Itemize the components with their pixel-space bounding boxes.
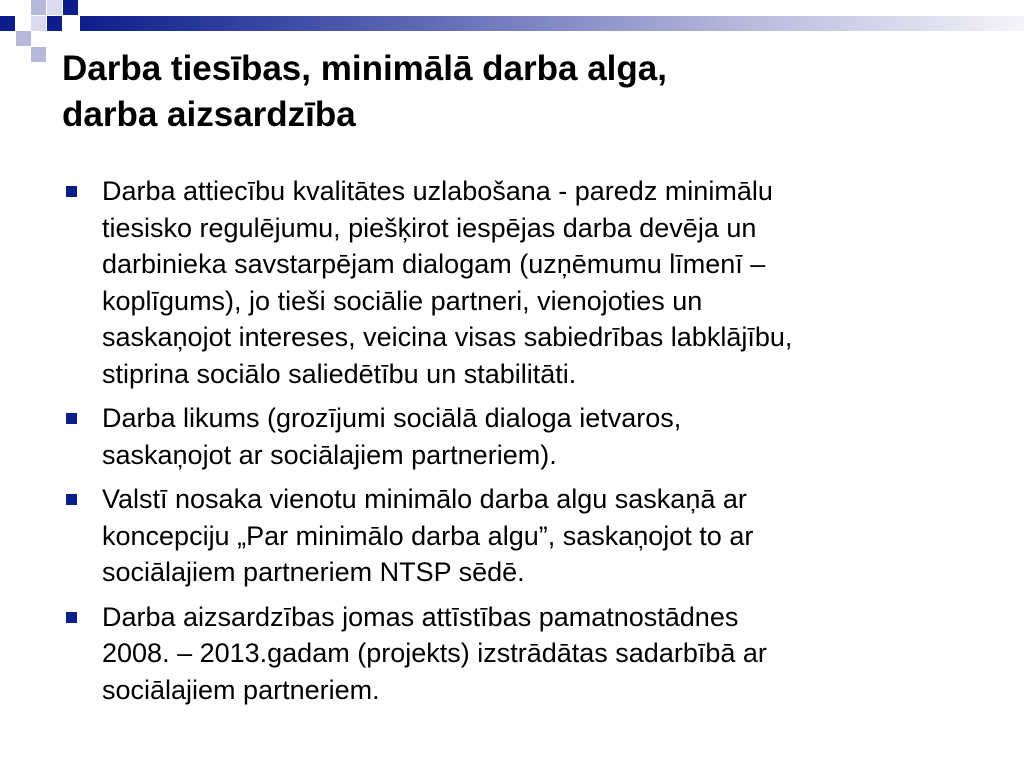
bullet-item — [62, 173, 987, 392]
bullet-item — [62, 481, 987, 591]
bullet-line: saskaņojot ar sociālajiem partneriem). — [102, 439, 557, 470]
bullet-text — [102, 400, 987, 473]
square-decoration — [31, 16, 46, 31]
square-decoration — [47, 0, 62, 15]
slide-title-line: Darba tiesības, minimālā darba alga, — [62, 49, 667, 88]
bullet-line: saskaņojot intereses, veicina visas sabiedrības labklājību, — [102, 322, 793, 352]
square-decoration — [47, 16, 62, 31]
bullet-line: sociālajiem partneriem. — [102, 674, 380, 705]
bullet-item — [62, 599, 987, 709]
bullet-line: Darba aizsardzības jomas attīstības pamatnostādnes — [102, 601, 739, 632]
slide-title-line: darba aizsardzība — [62, 95, 356, 134]
bullet-line: Valstī nosaka vienotu minimālo darba algu saskaņā ar — [102, 484, 747, 514]
bullet-text — [102, 173, 987, 392]
bullet-text — [102, 599, 987, 709]
bullet-line: stiprina sociālo saliedētību un stabilitāti. — [102, 358, 577, 389]
square-decoration — [16, 31, 31, 46]
bullet-line: koncepciju „Par minimālo darba algu”, saskaņojot to ar — [102, 520, 754, 551]
square-bullet-icon — [66, 186, 77, 197]
square-decoration — [0, 16, 15, 31]
slide-title — [62, 46, 982, 138]
bullet-line: Darba likums (grozījumi sociālā dialoga ietvaros, — [102, 403, 682, 433]
bullet-list — [62, 173, 987, 716]
bullet-text — [102, 481, 987, 591]
bullet-line: Darba attiecību kvalitātes uzlabošana - paredz minimālu — [102, 176, 773, 206]
square-decoration — [31, 0, 46, 15]
bullet-line: darbinieka savstarpējam dialogam (uzņēmumu līmenī – — [102, 249, 766, 279]
bullet-item — [62, 400, 987, 473]
bullet-line: 2008. – 2013.gadam (projekts) izstrādātas sadarbībā ar — [102, 638, 767, 668]
square-bullet-icon — [66, 413, 77, 424]
square-bullet-icon — [66, 612, 77, 623]
header-gradient-bar — [80, 16, 1024, 31]
bullet-line: sociālajiem partneriem NTSP sēdē. — [102, 557, 525, 587]
square-decoration — [63, 0, 78, 15]
bullet-line: koplīgums), jo tieši sociālie partneri, vienojoties un — [102, 285, 703, 316]
square-bullet-icon — [66, 494, 77, 505]
square-decoration — [31, 47, 46, 62]
bullet-line: tiesisko regulējumu, piešķirot iespējas darba devēja un — [102, 212, 757, 243]
